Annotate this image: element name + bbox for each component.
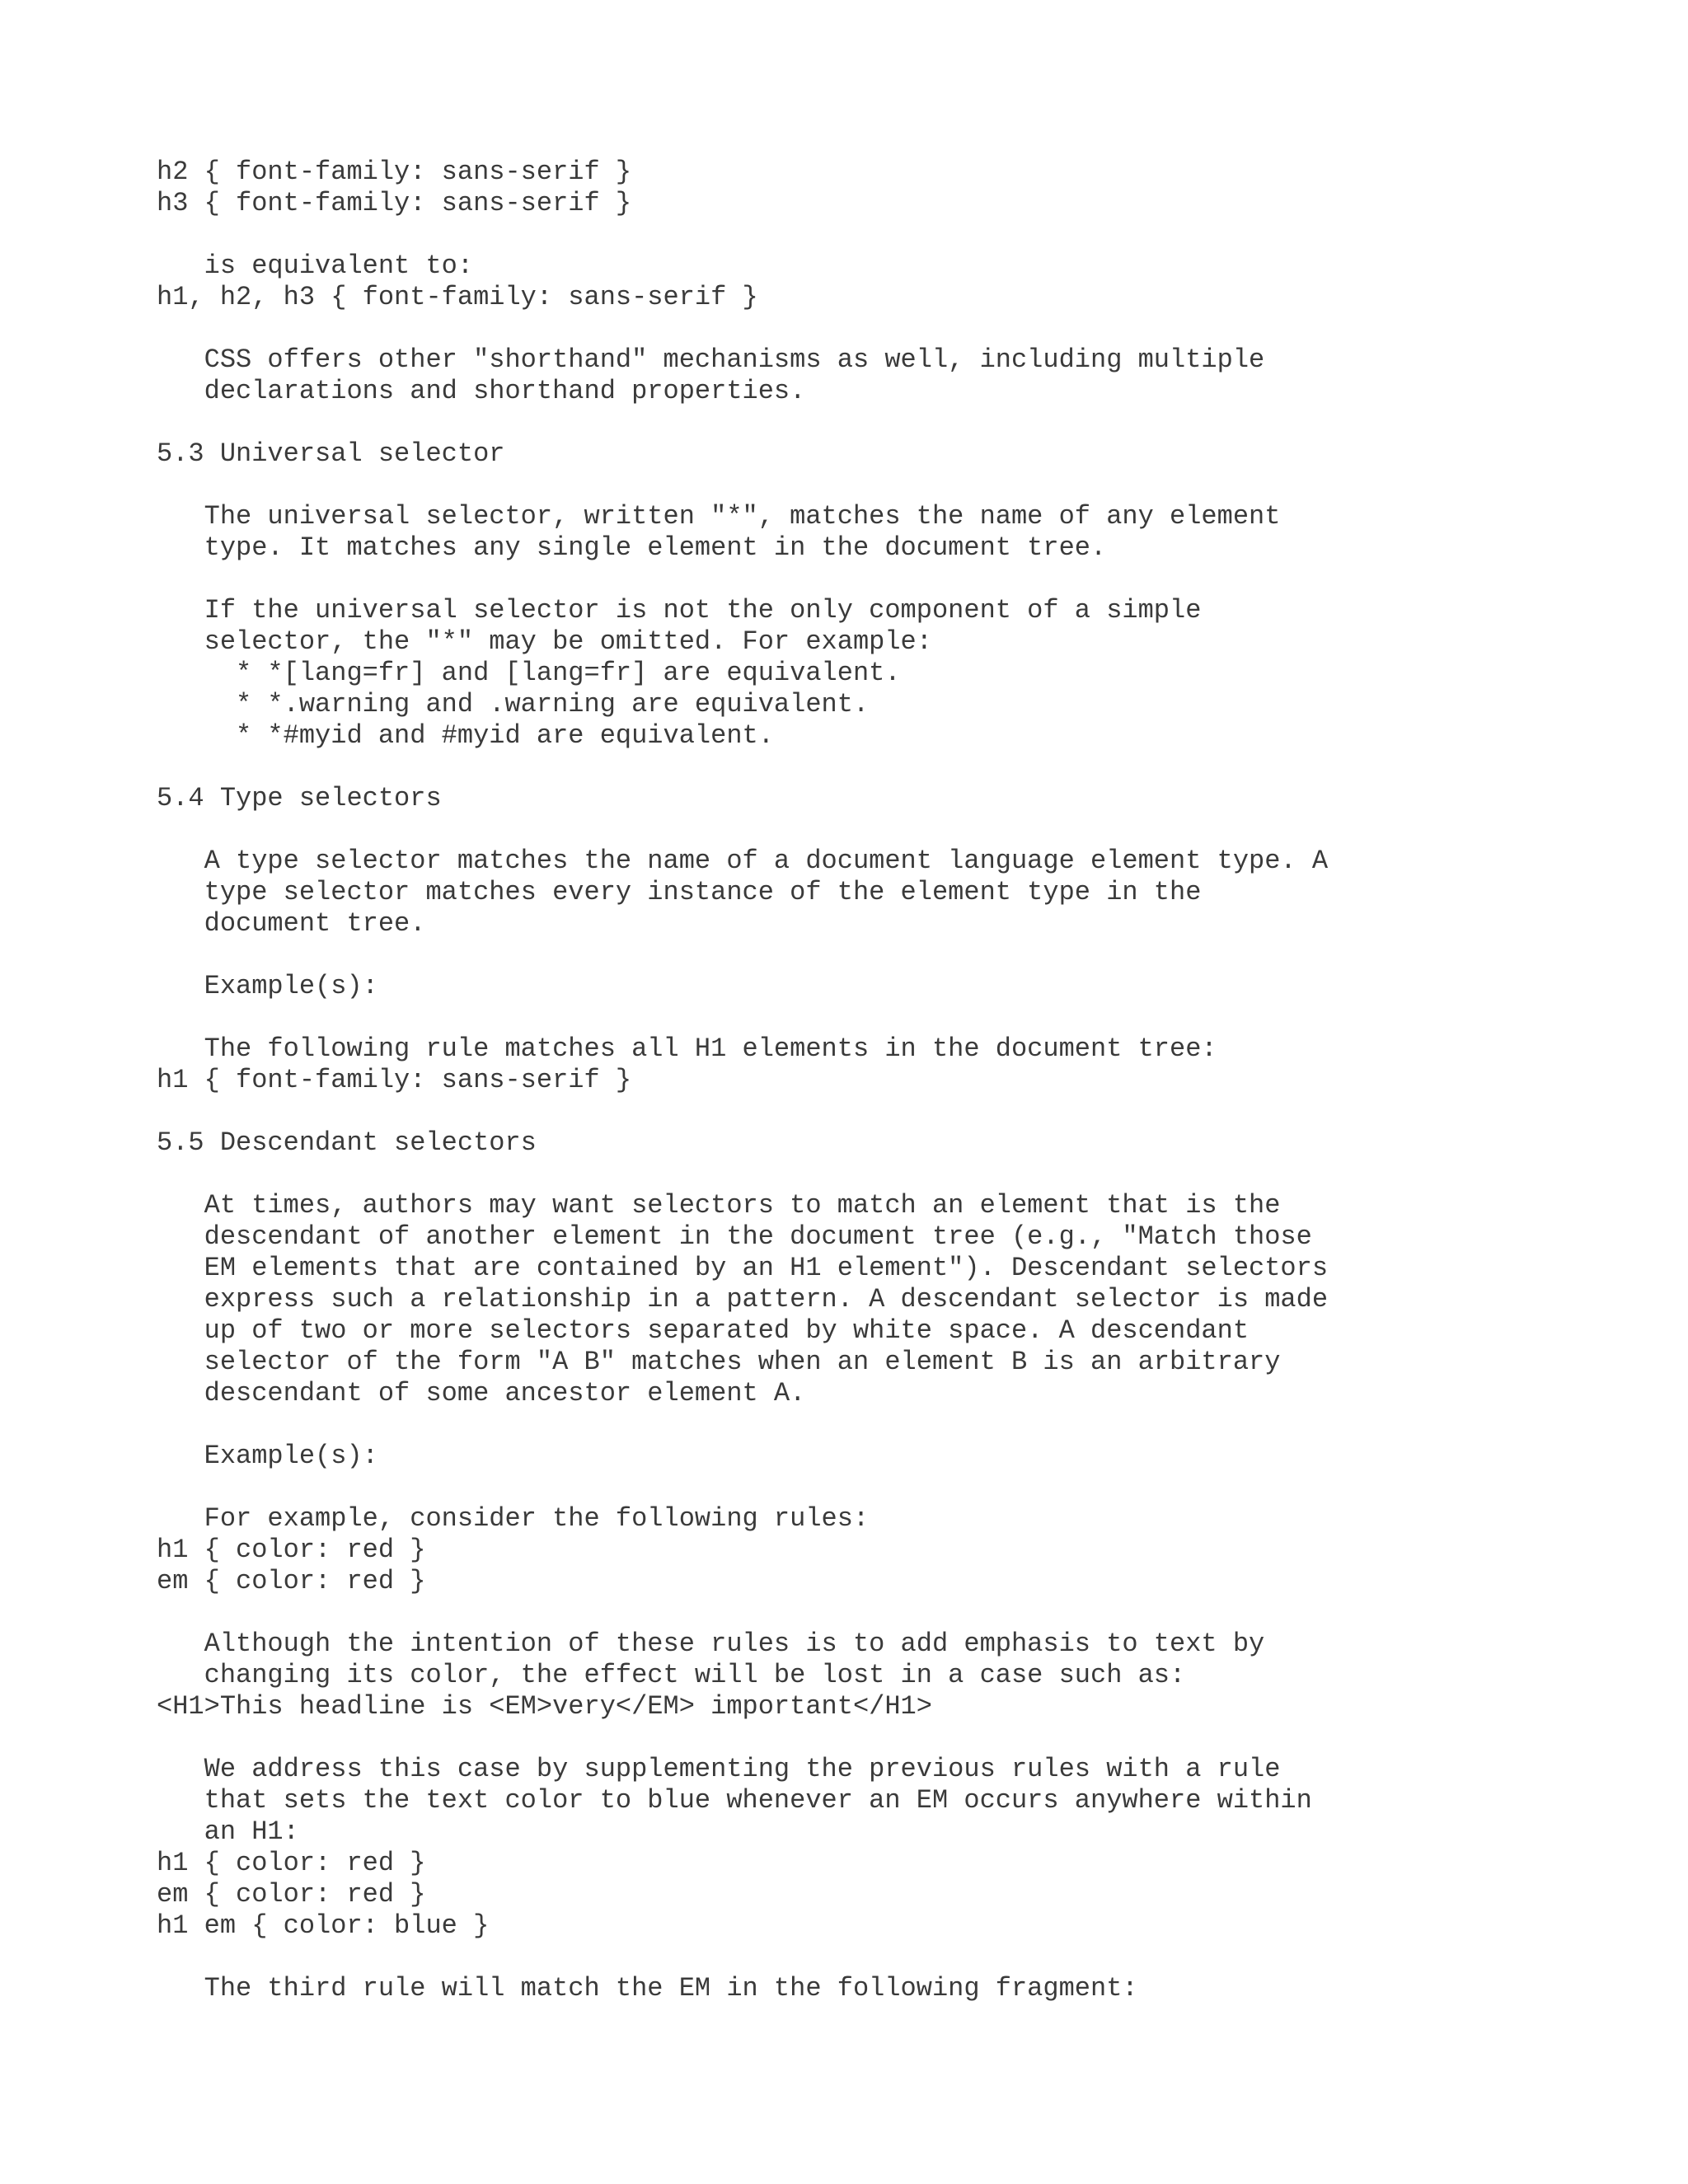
text-line <box>157 1722 1640 1754</box>
text-line: selector, the "*" may be omitted. For example: <box>157 626 932 657</box>
text-line: an H1: <box>157 1816 299 1847</box>
text-line: type. It matches any single element in the document tree. <box>157 532 1107 563</box>
text-line: A type selector matches the name of a document language element type. A <box>157 846 1329 876</box>
text-line: We address this case by supplementing the previous rules with a rule <box>157 1754 1281 1784</box>
text-line: 5.4 Type selectors <box>157 783 442 813</box>
text-line <box>157 1096 1640 1127</box>
text-line <box>157 1942 1640 1973</box>
text-line: type selector matches every instance of the element type in the <box>157 877 1202 907</box>
text-line: h2 { font-family: sans-serif } <box>157 157 632 187</box>
text-line: CSS offers other "shorthand" mechanisms as well, including multiple <box>157 344 1265 375</box>
text-line <box>157 564 1640 595</box>
text-line: h1 { font-family: sans-serif } <box>157 1065 632 1095</box>
text-line: declarations and shorthand properties. <box>157 376 806 406</box>
text-line: For example, consider the following rules: <box>157 1503 870 1534</box>
text-line: Example(s): <box>157 1441 378 1471</box>
text-line: Example(s): <box>157 971 378 1001</box>
text-line <box>157 470 1640 501</box>
text-line: 5.3 Universal selector <box>157 438 505 469</box>
text-line <box>157 1472 1640 1503</box>
text-line: h3 { font-family: sans-serif } <box>157 188 632 218</box>
text-line: is equivalent to: <box>157 251 474 281</box>
text-line <box>157 1159 1640 1190</box>
text-line: EM elements that are contained by an H1 element"). Descendant selectors <box>157 1253 1329 1283</box>
text-line <box>157 407 1640 438</box>
text-line: * *#myid and #myid are equivalent. <box>157 720 774 751</box>
text-line <box>157 940 1640 971</box>
text-line: * *.warning and .warning are equivalent. <box>157 689 870 719</box>
text-line: em { color: red } <box>157 1879 426 1910</box>
text-line: At times, authors may want selectors to match an element that is the <box>157 1190 1281 1221</box>
text-line: changing its color, the effect will be lost in a case such as: <box>157 1660 1186 1690</box>
text-line: selector of the form "A B" matches when an element B is an arbitrary <box>157 1347 1281 1377</box>
text-line: Although the intention of these rules is to add emphasis to text by <box>157 1629 1265 1659</box>
text-line: h1 em { color: blue } <box>157 1910 490 1941</box>
text-line <box>157 752 1640 783</box>
text-line: The following rule matches all H1 elements in the document tree: <box>157 1033 1217 1064</box>
text-line: 5.5 Descendant selectors <box>157 1127 537 1158</box>
document-page <box>157 157 1640 2004</box>
text-line <box>157 1597 1640 1629</box>
text-line: that sets the text color to blue whenever an EM occurs anywhere within <box>157 1785 1312 1816</box>
text-line: em { color: red } <box>157 1566 426 1596</box>
text-line <box>157 1409 1640 1441</box>
text-line: descendant of another element in the document tree (e.g., "Match those <box>157 1221 1312 1252</box>
text-line: If the universal selector is not the only component of a simple <box>157 595 1202 626</box>
text-line: document tree. <box>157 908 426 939</box>
text-line: The universal selector, written "*", matches the name of any element <box>157 501 1281 532</box>
text-line: The third rule will match the EM in the following fragment: <box>157 1973 1138 2004</box>
text-line: express such a relationship in a pattern. A descendant selector is made <box>157 1284 1329 1315</box>
text-line: h1 { color: red } <box>157 1848 426 1878</box>
text-line: * *[lang=fr] and [lang=fr] are equivalent. <box>157 658 901 688</box>
text-line <box>157 1002 1640 1033</box>
text-line: <H1>This headline is <EM>very</EM> important</H1> <box>157 1691 932 1722</box>
text-line <box>157 814 1640 846</box>
text-line: h1 { color: red } <box>157 1535 426 1565</box>
text-line <box>157 219 1640 251</box>
text-line: up of two or more selectors separated by white space. A descendant <box>157 1315 1250 1346</box>
text-line: descendant of some ancestor element A. <box>157 1378 806 1408</box>
text-line <box>157 313 1640 344</box>
text-line: h1, h2, h3 { font-family: sans-serif } <box>157 282 758 312</box>
